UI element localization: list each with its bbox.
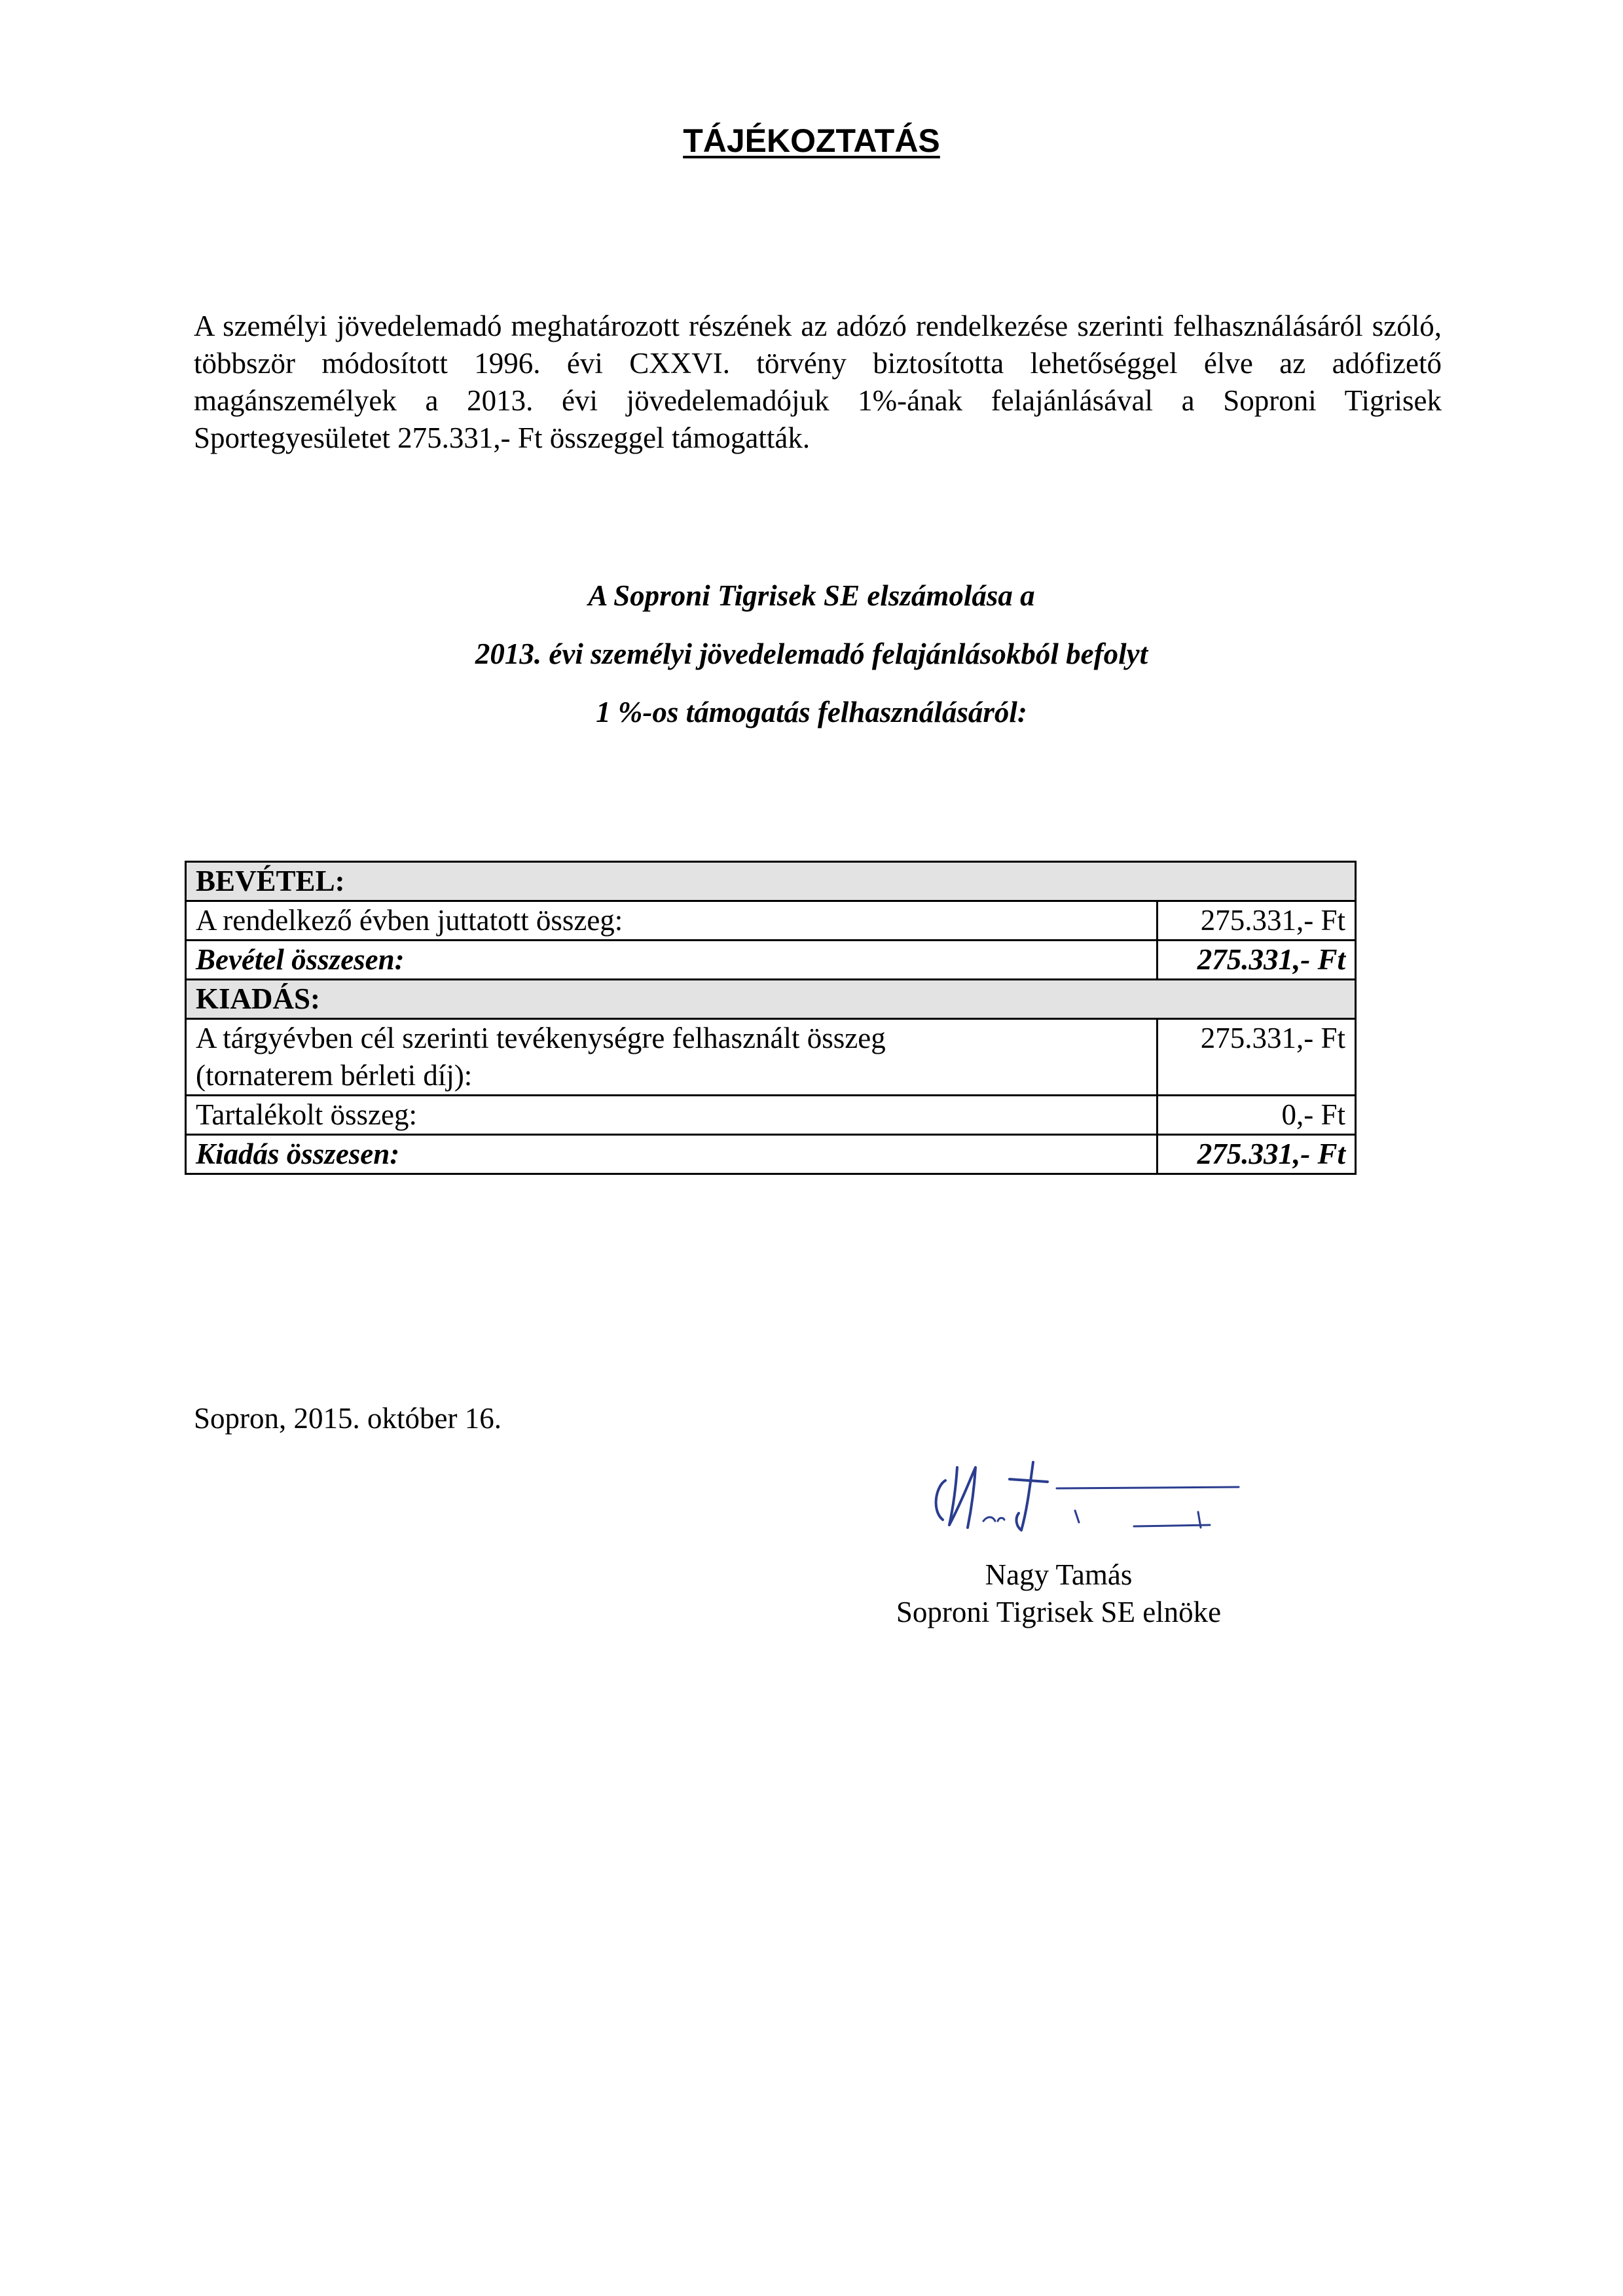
signer-name: Nagy Tamás bbox=[985, 1558, 1133, 1591]
document-title: TÁJÉKOZTATÁS bbox=[683, 122, 940, 159]
income-total-row bbox=[186, 941, 1356, 980]
income-section-row bbox=[186, 862, 1356, 901]
financial-statement-table bbox=[185, 861, 1357, 1175]
statement-heading-line-1: A Soproni Tigrisek SE elszámolása a bbox=[588, 579, 1035, 612]
income-total-amount: 275.331,- Ft bbox=[1158, 941, 1356, 980]
expense-total-amount: 275.331,- Ft bbox=[1158, 1135, 1356, 1174]
signer-role: Soproni Tigrisek SE elnöke bbox=[896, 1596, 1222, 1628]
statement-heading-line-2: 2013. évi személyi jövedelemadó felajánlásokból befolyt bbox=[475, 637, 1148, 670]
place-and-date: Sopron, 2015. október 16. bbox=[194, 1402, 501, 1435]
expense-header: KIADÁS: bbox=[186, 980, 1356, 1019]
expense-label-line-2: (tornaterem bérleti díj): bbox=[196, 1059, 473, 1092]
expense-total-label: Kiadás összesen: bbox=[186, 1135, 1158, 1174]
reserve-label: Tartalékolt összeg: bbox=[186, 1096, 1158, 1135]
income-label: A rendelkező évben juttatott összeg: bbox=[186, 901, 1158, 941]
table-row bbox=[186, 1019, 1356, 1096]
intro-paragraph: A személyi jövedelemadó meghatározott részének az adózó rendelkezése szerinti felhasználásáról szóló, többször módosított 1996. évi CXXVI. törvény biztosította lehetőséggel élve az adófizető magánszemélyek a 2013. évi jövedelemadójuk 1%-ának felajánlásával a Soproni Tigrisek Sportegyesületet 275.331,- Ft összeggel támogatták. bbox=[194, 310, 1442, 454]
reserve-amount: 0,- Ft bbox=[1158, 1096, 1356, 1135]
expense-label-line-1: A tárgyévben cél szerinti tevékenységre felhasznált összeg bbox=[196, 1022, 886, 1054]
table-row bbox=[186, 1096, 1356, 1135]
income-amount: 275.331,- Ft bbox=[1158, 901, 1356, 941]
expense-total-row bbox=[186, 1135, 1356, 1174]
expense-amount: 275.331,- Ft bbox=[1158, 1019, 1356, 1096]
expense-section-row bbox=[186, 980, 1356, 1019]
handwritten-signature bbox=[911, 1448, 1252, 1546]
income-total-label: Bevétel összesen: bbox=[186, 941, 1158, 980]
income-header: BEVÉTEL: bbox=[186, 862, 1356, 901]
statement-heading-line-3: 1 %-os támogatás felhasználásáról: bbox=[596, 696, 1027, 728]
table-row bbox=[186, 901, 1356, 941]
expense-label bbox=[186, 1019, 1158, 1096]
